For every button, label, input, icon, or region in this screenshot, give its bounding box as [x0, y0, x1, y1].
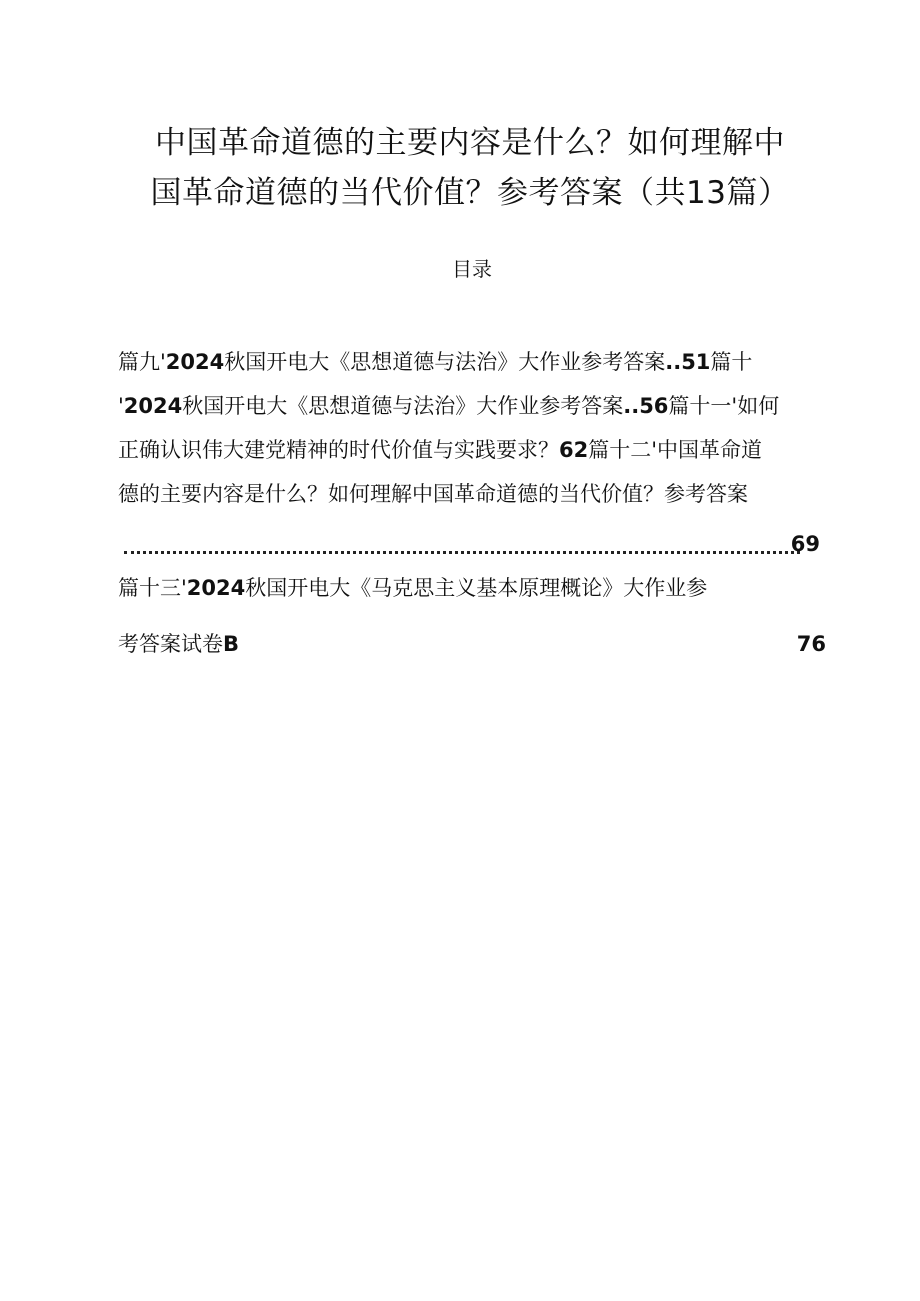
- toc-text: 秋国开电大《马克思主义基本原理概论》大作业参: [245, 576, 708, 600]
- toc-text: ': [118, 394, 124, 418]
- toc-line: [118, 566, 830, 610]
- toc-page-number: ..56: [623, 394, 669, 418]
- toc-line: [118, 622, 830, 666]
- toc-text: 德的主要内容是什么？如何理解中国革命道德的当代价值？参考答案: [118, 482, 748, 506]
- title-line-1: 中国革命道德的主要内容是什么？如何理解中: [155, 125, 785, 161]
- document-title: [110, 118, 830, 218]
- toc-line: [118, 384, 830, 428]
- toc-line: [118, 428, 830, 472]
- toc-page-number: ..51: [665, 350, 711, 374]
- toc-text: 篇十三': [118, 576, 187, 600]
- toc-dot-leader: [124, 551, 800, 554]
- toc-text: 篇十: [710, 350, 753, 374]
- toc-text: 篇九': [118, 350, 166, 374]
- toc-text: 考答案试卷: [118, 632, 223, 656]
- toc-year: 2024: [123, 394, 183, 418]
- toc-text: 篇十二'中国革命道: [588, 438, 763, 462]
- toc-page-number: 76: [796, 632, 826, 656]
- toc-line: [118, 340, 830, 384]
- toc-text-bold: B: [223, 632, 240, 656]
- toc-text: 正确认识伟大建党精神的时代价值与实践要求？: [118, 438, 559, 462]
- toc-page-number: 62: [559, 438, 589, 462]
- table-of-contents: [118, 340, 830, 666]
- toc-text: 秋国开电大《思想道德与法治》大作业参考答案: [224, 350, 666, 374]
- toc-year: 2024: [165, 350, 225, 374]
- title-line-2: 国革命道德的当代价值？参考答案（共13篇）: [150, 175, 790, 211]
- toc-year: 2024: [186, 576, 246, 600]
- toc-line: [118, 472, 830, 516]
- toc-text: 篇十一'如何: [668, 394, 780, 418]
- toc-page-number: 69: [790, 532, 820, 556]
- toc-leader-line: [118, 522, 830, 566]
- toc-text: 秋国开电大《思想道德与法治》大作业参考答案: [182, 394, 624, 418]
- toc-heading: 目录: [452, 257, 492, 281]
